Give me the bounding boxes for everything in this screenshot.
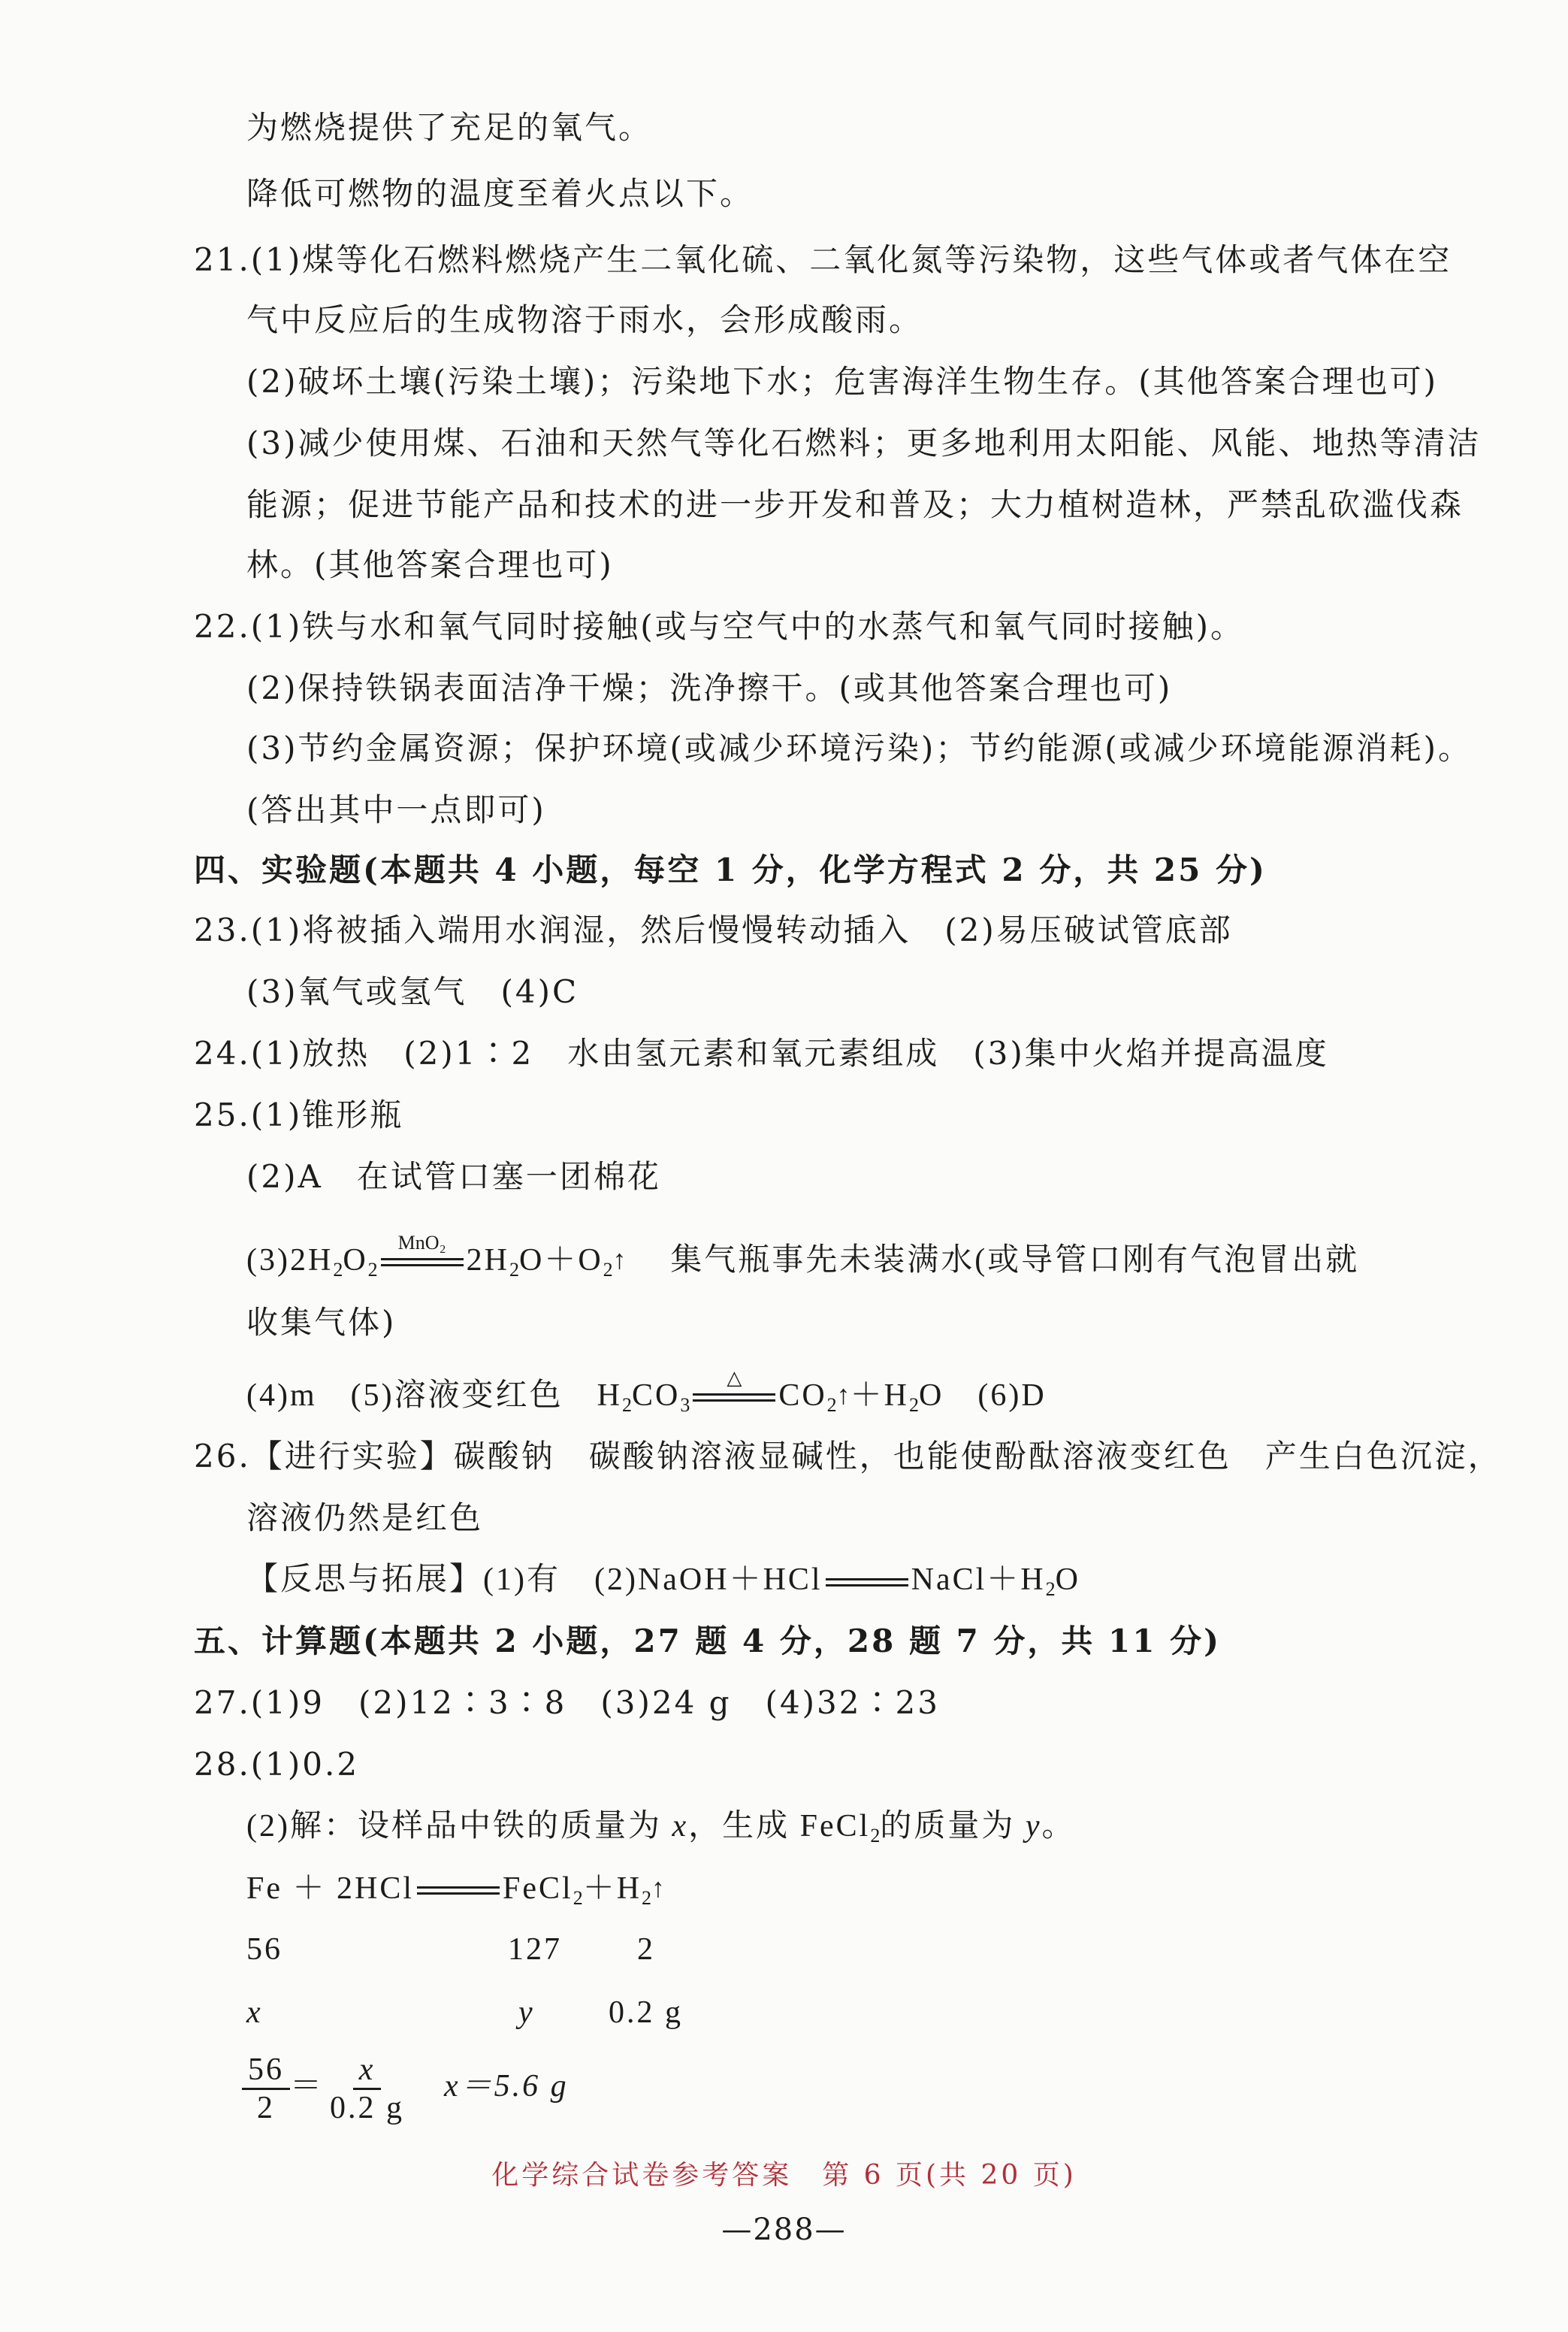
section-heading-5: 五、计算题(本题共 2 小题，27 题 4 分，28 题 7 分，共 11 分) xyxy=(194,1623,1221,1659)
q26-line: 26.【进行实验】碳酸钠 碳酸钠溶液显碱性，也能使酚酞溶液变红色 产生白色沉淀， xyxy=(194,1438,1502,1475)
q23-line: (3)氧气或氢气 (4)C xyxy=(246,973,579,1010)
known-value: 0.2 g xyxy=(609,1995,683,2030)
molar-mass-value: 2 xyxy=(637,1932,655,1967)
q21-line: 林。(其他答案合理也可) xyxy=(246,546,614,583)
q21-line: 能源；促进节能产品和技术的进一步开发和普及；大力植树造林，严禁乱砍滥伐森 xyxy=(246,486,1464,523)
q22-line: (3)节约金属资源；保护环境(或减少环境污染)；节约能源(或减少环境能源消耗)。 xyxy=(246,730,1473,767)
molar-mass-value: 56 xyxy=(246,1932,282,1967)
gas-arrow-icon: ↑ xyxy=(651,1873,666,1903)
unknown-variable: x xyxy=(246,1995,263,2030)
q25-line: 收集气体) xyxy=(246,1304,397,1341)
q23-line: 23.(1)将被插入端用水润湿，然后慢慢转动插入 (2)易压破试管底部 xyxy=(194,912,1233,948)
q21-line: (2)破坏土壤(污染土壤)；污染地下水；危害海洋生物生存。(其他答案合理也可) xyxy=(246,363,1439,400)
q26-equation-line: 【反思与拓展】(1)有 (2)NaOH＋HCl $NaCl+H_2O$ xyxy=(246,1559,1080,1611)
q21-line: (3)减少使用煤、石油和天然气等化石燃料；更多地利用太阳能、风能、地热等清洁 xyxy=(246,425,1482,461)
section-heading-4: 四、实验题(本题共 4 小题，每空 1 分，化学方程式 2 分，共 25 分) xyxy=(194,851,1267,888)
q22-line: (2)保持铁锅表面洁净干燥；洗净擦干。(或其他答案合理也可) xyxy=(246,670,1173,706)
equilibrium-sign: MnO₂ xyxy=(378,1239,467,1281)
q22-line: (答出其中一点即可) xyxy=(246,791,546,828)
q25-equation-line: $(3)2H_2O_2$ MnO₂ $2H_2O+O_2↑$ 集气瓶事先未装满水(或导管口刚有气泡冒出就 xyxy=(246,1232,1360,1281)
q24-line: 24.(1)放热 (2)1∶2 水由氢元素和氧元素组成 (3)集中火焰并提高温度 xyxy=(194,1035,1329,1072)
equilibrium-sign xyxy=(823,1559,911,1601)
equilibrium-sign: △ xyxy=(690,1374,778,1416)
proportion-line: $\frac{56}{2}$ ＝ $\frac{x}{0.2 g}$ x＝5.6 g xyxy=(242,2052,569,2126)
q21-line: 21.(1)煤等化石燃料燃烧产生二氧化硫、二氧化氮等污染物，这些气体或者气体在空 xyxy=(194,241,1452,278)
equilibrium-sign xyxy=(414,1867,503,1909)
q22-line: 22.(1)铁与水和氧气同时接触(或与空气中的水蒸气和氧气同时接触)。 xyxy=(194,608,1245,645)
q27-line: 27.(1)9 (2)12∶3∶8 (3)24 g (4)32∶23 xyxy=(194,1684,940,1721)
q28-line: 28.(1)0.2 xyxy=(194,1746,360,1783)
q28-equation-line: Fe ＋ 2HCl $FeCl_2+H_2↑$ xyxy=(246,1867,665,1919)
q25-line: (2)A 在试管口塞一团棉花 xyxy=(246,1158,661,1195)
text-line: 降低可燃物的温度至着火点以下。 xyxy=(246,175,754,212)
q25-line: 25.(1)锥形瓶 xyxy=(194,1096,404,1133)
page-number: —288— xyxy=(721,2213,847,2247)
fraction: $\frac{x}{0.2 g}$ xyxy=(330,2052,405,2125)
q21-line: 气中反应后的生成物溶于雨水，会形成酸雨。 xyxy=(246,301,923,338)
gas-arrow-icon: ↑ xyxy=(612,1245,627,1275)
q26-line: 溶液仍然是红色 xyxy=(246,1499,484,1536)
text-line: 为燃烧提供了充足的氧气。 xyxy=(246,109,653,146)
fraction: $\frac{56}{2}$ xyxy=(242,2052,290,2126)
q25-equation-line: (4)m (5)溶液变红色 $H_2CO_3$ △ $CO_2↑+H_2O$ (6)D xyxy=(246,1367,1047,1416)
gas-arrow-icon: ↑ xyxy=(836,1380,850,1410)
q28-line: (2)解：设样品中铁的质量为 x，生成 FeCl$_2$的质量为 y。 xyxy=(246,1809,1076,1847)
unknown-variable: y xyxy=(518,1995,535,2030)
molar-mass-value: 127 xyxy=(508,1932,562,1967)
page-footer: 化学综合试卷参考答案 第 6 页(共 20 页) xyxy=(491,2160,1077,2191)
